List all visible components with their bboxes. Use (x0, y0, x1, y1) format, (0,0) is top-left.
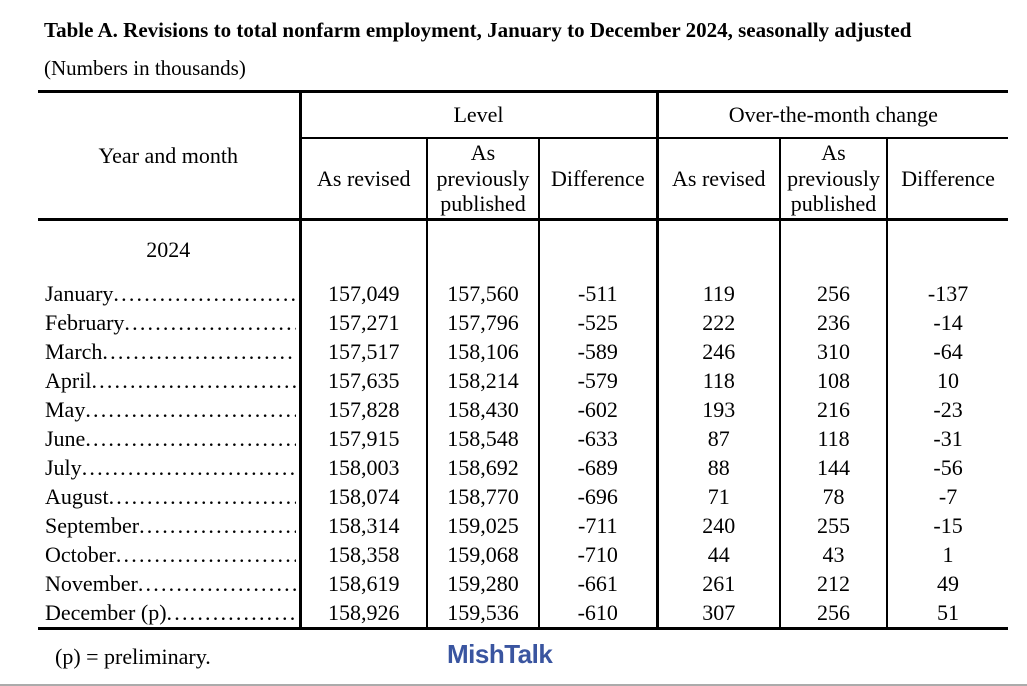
table-body (38, 220, 1008, 629)
cell-level-as-previously-published: 158,430 (427, 395, 539, 424)
row-label-cell (38, 279, 300, 308)
cell-level-difference: -579 (539, 366, 657, 395)
cell-change-difference: -7 (938, 484, 958, 509)
cell-level-as-revised: 157,517 (300, 337, 427, 366)
cell-level-as-revised: 157,915 (300, 424, 427, 453)
cell-change-as-revised: 71 (657, 482, 780, 511)
cell-change-as-previously-published: 256 (780, 279, 887, 308)
column-header-change-as-previously-published: As previously published (780, 138, 887, 220)
month-name: March (45, 339, 103, 364)
dot-leader (124, 308, 295, 337)
cell-change-as-previously-published: 255 (780, 511, 887, 540)
cell-change-as-previously-published: 310 (780, 337, 887, 366)
cell-level-as-previously-published: 159,068 (427, 540, 539, 569)
mishtalk-watermark: MishTalk (447, 639, 553, 669)
table-row (38, 569, 1008, 598)
cell-level-as-previously-published: 158,106 (427, 337, 539, 366)
cell-level-as-revised: 157,271 (300, 308, 427, 337)
cell-level-as-previously-published: 157,560 (427, 279, 539, 308)
dot-leader (138, 569, 296, 598)
table-row (38, 279, 1008, 308)
empty-cell (539, 220, 657, 280)
month-name: January (45, 281, 114, 306)
cell-change-as-revised: 88 (657, 453, 780, 482)
month-name: November (45, 571, 138, 596)
table-subtitle: (Numbers in thousands) (44, 56, 246, 80)
cell-level-as-revised: 158,619 (300, 569, 427, 598)
column-header-level-as-revised: As revised (300, 138, 427, 220)
footnote: (p) = preliminary. (55, 644, 211, 669)
row-label-cell (38, 598, 300, 629)
year-row (38, 220, 1008, 280)
cell-change-difference: -15 (933, 513, 963, 538)
cell-level-as-previously-published: 158,692 (427, 453, 539, 482)
dot-leader (139, 511, 295, 540)
cell-change-as-revised: 307 (657, 598, 780, 629)
month-name: September (45, 513, 140, 538)
cell-change-difference: -31 (933, 426, 963, 451)
cell-change-as-revised: 118 (657, 366, 780, 395)
cell-level-as-previously-published: 159,025 (427, 511, 539, 540)
cell-change-as-previously-published: 256 (780, 598, 887, 629)
dot-leader (102, 337, 295, 366)
empty-cell (427, 220, 539, 280)
cell-level-difference: -610 (539, 598, 657, 629)
cell-level-difference: -710 (539, 540, 657, 569)
group-header-level: Level (300, 92, 657, 139)
table-title: Table A. Revisions to total nonfarm employment, January to December 2024, seasonally adjusted (44, 18, 912, 42)
row-label-cell (38, 540, 300, 569)
cell-level-difference: -602 (539, 395, 657, 424)
table-row (38, 511, 1008, 540)
column-header-change-as-revised: As revised (657, 138, 780, 220)
column-header-year-and-month: Year and month (38, 92, 300, 220)
row-label-cell (38, 569, 300, 598)
cell-level-as-revised: 158,358 (300, 540, 427, 569)
dot-leader (116, 540, 296, 569)
cell-change-as-previously-published: 108 (780, 366, 887, 395)
cell-level-difference: -633 (539, 424, 657, 453)
column-header-change-difference: Difference (887, 138, 1008, 220)
cell-change-as-previously-published: 118 (780, 424, 887, 453)
cell-change-as-previously-published: 236 (780, 308, 887, 337)
cell-change-difference: 51 (937, 600, 960, 625)
dot-leader (113, 279, 295, 308)
cell-level-difference: -696 (539, 482, 657, 511)
cell-level-as-previously-published: 159,536 (427, 598, 539, 629)
cell-change-as-revised: 240 (657, 511, 780, 540)
row-label-cell (38, 453, 300, 482)
table-row (38, 598, 1008, 629)
dot-leader (109, 482, 296, 511)
cell-level-difference: -661 (539, 569, 657, 598)
cell-change-difference: 49 (937, 571, 960, 596)
cell-change-as-revised: 44 (657, 540, 780, 569)
cell-level-difference: -525 (539, 308, 657, 337)
empty-cell (657, 220, 780, 280)
table-row (38, 395, 1008, 424)
row-label-cell (38, 511, 300, 540)
cell-change-as-previously-published: 216 (780, 395, 887, 424)
cell-change-difference: 1 (942, 542, 954, 567)
cell-level-as-previously-published: 159,280 (427, 569, 539, 598)
cell-level-as-revised: 158,314 (300, 511, 427, 540)
group-header-over-the-month-change: Over-the-month change (657, 92, 1008, 139)
table-row (38, 482, 1008, 511)
month-name: February (45, 310, 125, 335)
cell-change-difference: -137 (927, 281, 969, 306)
cell-level-as-revised: 158,926 (300, 598, 427, 629)
month-name: April (45, 368, 92, 393)
cell-level-difference: -589 (539, 337, 657, 366)
month-name: December (p) (45, 600, 167, 625)
row-label-cell (38, 308, 300, 337)
month-name: May (45, 397, 86, 422)
cell-level-difference: -511 (539, 279, 657, 308)
dot-leader (91, 366, 295, 395)
table-row (38, 540, 1008, 569)
row-label-cell (38, 395, 300, 424)
cell-change-as-revised: 193 (657, 395, 780, 424)
column-header-level-difference: Difference (539, 138, 657, 220)
cell-change-difference: -64 (933, 339, 963, 364)
cell-level-difference: -711 (539, 511, 657, 540)
empty-cell (300, 220, 427, 280)
cell-level-as-previously-published: 157,796 (427, 308, 539, 337)
month-name: August (45, 484, 109, 509)
dot-leader (85, 424, 295, 453)
dot-leader (82, 453, 296, 482)
cell-level-as-revised: 157,828 (300, 395, 427, 424)
cell-change-as-previously-published: 212 (780, 569, 887, 598)
revisions-table (38, 90, 1008, 630)
cell-level-as-revised: 157,049 (300, 279, 427, 308)
cell-level-as-revised: 158,003 (300, 453, 427, 482)
cell-level-as-previously-published: 158,770 (427, 482, 539, 511)
table-row (38, 366, 1008, 395)
dot-leader (85, 395, 295, 424)
cell-change-as-revised: 119 (657, 279, 780, 308)
month-name: June (45, 426, 86, 451)
cell-change-as-revised: 261 (657, 569, 780, 598)
row-label-cell (38, 424, 300, 453)
cell-change-difference: -23 (933, 397, 963, 422)
cell-level-as-previously-published: 158,548 (427, 424, 539, 453)
cell-change-as-previously-published: 43 (780, 540, 887, 569)
table-row (38, 308, 1008, 337)
row-label-cell (38, 337, 300, 366)
year-label: 2024 (38, 220, 300, 280)
table-row (38, 453, 1008, 482)
table-row (38, 337, 1008, 366)
row-label-cell (38, 366, 300, 395)
cell-level-as-revised: 157,635 (300, 366, 427, 395)
cell-change-as-revised: 222 (657, 308, 780, 337)
cell-change-difference: -14 (933, 310, 963, 335)
cell-change-as-revised: 87 (657, 424, 780, 453)
cell-level-difference: -689 (539, 453, 657, 482)
table-row (38, 424, 1008, 453)
row-label-cell (38, 482, 300, 511)
cell-change-difference: 10 (937, 368, 960, 393)
column-header-level-as-previously-published: As previously published (427, 138, 539, 220)
cell-level-as-previously-published: 158,214 (427, 366, 539, 395)
group-header-row (38, 92, 1008, 139)
dot-leader (167, 598, 296, 627)
empty-cell (887, 220, 1008, 280)
cell-change-as-revised: 246 (657, 337, 780, 366)
cell-change-as-previously-published: 144 (780, 453, 887, 482)
month-name: October (45, 542, 116, 567)
empty-cell (780, 220, 887, 280)
cell-change-difference: -56 (933, 455, 963, 480)
month-name: July (45, 455, 82, 480)
cell-level-as-revised: 158,074 (300, 482, 427, 511)
cell-change-as-previously-published: 78 (780, 482, 887, 511)
